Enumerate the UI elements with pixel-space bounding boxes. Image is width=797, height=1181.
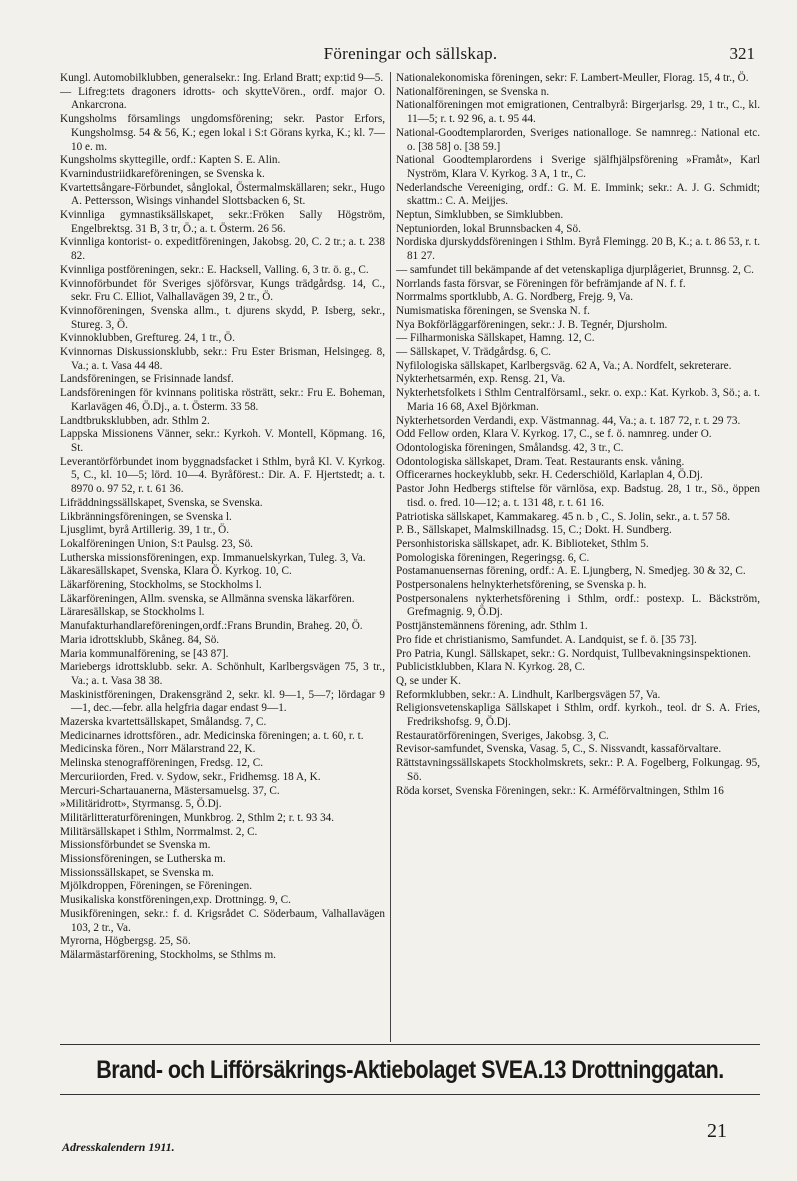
directory-entry: Lokalföreningen Union, S:t Paulsg. 23, Sö.: [60, 537, 253, 550]
directory-entry: Maria idrottsklubb, Skåneg. 84, Sö.: [60, 633, 220, 646]
directory-entry: Kungsholms skyttegille, ordf.: Kapten S. E. Alin.: [60, 154, 281, 167]
directory-entry: — Lifreg:tets dragoners idrotts- och skytteVören., ordf. major O. Ankarcrona.: [60, 85, 385, 112]
directory-entry: »Militäridrott», Styrmansg. 5, Ö.Dj.: [60, 798, 222, 811]
directory-entry: Medicinska fören., Norr Mälarstrand 22, K.: [60, 743, 256, 756]
left-column: [60, 72, 385, 963]
directory-entry: Nationalföreningen mot emigrationen, Centralbyrå: Birgerjarlsg. 29, 1 tr., C., kl. 11—5; r. t. 92 96, a. t. 95 44.: [396, 99, 760, 126]
banner-address: 13 Drottninggatan.: [543, 1055, 724, 1084]
directory-entry: Kungl. Automobilklubben, generalsekr.: Ing. Erland Bratt; exp:tid 9—5.: [60, 72, 384, 84]
directory-entry: Röda korset, Svenska Föreningen, sekr.: K. Arméförvaltningen, Sthlm 16: [396, 784, 724, 797]
directory-entry: Mjölkdroppen, Föreningen, se Föreningen.: [60, 880, 253, 893]
directory-entry: Manufakturhandlareföreningen,ordf.:Frans Brundin, Braheg. 20, Ö.: [60, 620, 363, 633]
directory-entry: Läkarföreningen, Allm. svenska, se Allmänna svenska läkarfören.: [60, 592, 355, 605]
directory-entry: Landsföreningen, se Frisinnade landsf.: [60, 373, 234, 386]
directory-entry: Rättstavningssällskapets Stockholmskrets, sekr.: P. A. Fogelberg, Folkungag. 95, Sö.: [396, 757, 760, 783]
directory-entry: Odd Fellow orden, Klara V. Kyrkog. 17, C., se f. ö. namnreg. under O.: [396, 428, 712, 441]
directory-entry: Numismatiska föreningen, se Svenska N. f.: [396, 304, 590, 317]
directory-entry: Medicinarnes idrottsfören., adr. Medicinska föreningen; a. t. 60, r. t.: [60, 729, 364, 742]
directory-entry: Landsföreningen för kvinnans politiska rösträtt, sekr.: Fru E. Boheman, Karlavägen 46, Ö.Dj., a. t. Österm. 33 58.: [60, 387, 385, 413]
directory-entry: Pro fide et christianismo, Samfundet. A. Landquist, se f. ö. [35 73].: [396, 633, 697, 646]
sheet-number: 21: [707, 1120, 727, 1142]
directory-entry: — Filharmoniska Sällskapet, Hamng. 12, C.: [396, 332, 595, 345]
column-divider: [390, 72, 391, 1042]
directory-entry: Norrmalms sportklubb, A. G. Nordberg, Frejg. 9, Va.: [396, 291, 633, 304]
directory-entry: Läkaresällskapet, Svenska, Klara Ö. Kyrkog. 10, C.: [60, 565, 292, 578]
directory-entry: Likbränningsföreningen, se Svenska l.: [60, 510, 232, 523]
directory-entry: Missionssällskapet, se Svenska m.: [60, 866, 214, 879]
directory-entry: Militärsällskapet i Sthlm, Norrmalmst. 2, C.: [60, 825, 258, 838]
directory-entry: Nykterhetsfolkets i Sthlm Centralförsaml., sekr. o. exp.: Kat. Kyrkob. 3, Sö.; a. t. Maria 16 68, Axel Björkman.: [396, 387, 760, 413]
banner-company: Brand- och Lifförsäkrings-Aktiebolaget SVEA.: [96, 1055, 544, 1084]
directory-entry: Publicistklubben, Klara N. Kyrkog. 28, C.: [396, 661, 585, 674]
directory-entry: National-Goodtemplarorden, Sveriges nationalloge. Se namnreg.: National etc. o. [38 58] o. [38 59.]: [396, 126, 760, 153]
directory-entry: Restauratörföreningen, Sveriges, Jakobsg. 3, C.: [396, 729, 609, 742]
directory-entry: Revisor-samfundet, Svenska, Vasag. 5, C., S. Nissvandt, kassaförvaltare.: [396, 743, 722, 756]
directory-entry: Lappska Missionens Vänner, sekr.: Kyrkoh. V. Montell, Köpmang. 16, St.: [60, 428, 385, 454]
directory-entry: Läraresällskap, se Stockholms l.: [60, 606, 205, 619]
directory-entry: Reformklubben, sekr.: A. Lindhult, Karlbergsvägen 57, Va.: [396, 688, 661, 701]
directory-entry: Nyfilologiska sällskapet, Karlbergsväg. 62 A, Va.; A. Nordfelt, sekreterare.: [396, 359, 732, 372]
directory-entry: Kvartettsångare-Förbundet, sånglokal, Östermalmskällaren; sekr., Hugo A. Pettersson, Wisings vinhandel Slottsbacken 6, St.: [60, 181, 385, 208]
banner-bottom-rule: [60, 1094, 760, 1095]
directory-entry: Maria kommunalförening, se [43 87].: [60, 647, 229, 660]
directory-entry: Nationalföreningen, se Svenska n.: [396, 85, 550, 98]
directory-entry: Missionsförbundet se Svenska m.: [60, 839, 211, 852]
directory-entry: Nederlandsche Vereeniging, ordf.: G. M. E. Immink; sekr.: A. J. G. Schmidt; skattm.: C. A. Meijjes.: [396, 181, 760, 208]
page-number: 321: [729, 44, 755, 63]
directory-entry: Nykterhetsarmén, exp. Rensg. 21, Va.: [396, 373, 566, 386]
directory-entry: Officerarnes hockeyklubb, sekr. H. Cederschiöld, Karlaplan 4, Ö.Dj.: [396, 469, 703, 482]
directory-entry: Musikaliska konstföreningen,exp. Drottningg. 9, C.: [60, 894, 291, 907]
directory-entry: Kvarnindustriidkareföreningen, se Svenska k.: [60, 167, 265, 180]
directory-entry: Nordiska djurskyddsföreningen i Sthlm. Byrå Flemingg. 20 B, K.; a. t. 86 53, r. t. 81 27.: [396, 236, 760, 263]
right-column: [396, 72, 760, 798]
directory-entry: Pomologiska föreningen, Regeringsg. 6, C.: [396, 551, 590, 564]
directory-entry: Mercuriiorden, Fred. v. Sydow, sekr., Fridhemsg. 18 A, K.: [60, 770, 321, 783]
directory-entry: — samfundet till bekämpande af det vetenskapliga djurplågeriet, Brunnsg. 2, C.: [396, 263, 754, 276]
directory-entry: Patriotiska sällskapet, Kammakareg. 45 n. b , C., S. Jolin, sekr., a. t. 57 58.: [396, 510, 731, 523]
directory-entry: Kvinnoföreningen, Svenska allm., t. djurens skydd, P. Isberg, sekr., Stureg. 3, Ö.: [60, 304, 385, 331]
directory-entry: Maskinistföreningen, Drakensgränd 2, sekr. kl. 9—1, 5—7; lördagar 9—1, dec.—febr. alla helgfria dagar endast 9—1.: [60, 688, 385, 715]
directory-entry: Landtbruksklubben, adr. Sthlm 2.: [60, 414, 210, 427]
directory-entry: Militärlitteraturföreningen, Munkbrog. 2, Sthlm 2; r. t. 93 34.: [60, 811, 335, 824]
advertisement-banner: [96, 1050, 724, 1090]
directory-entry: Q, se under K.: [396, 674, 461, 687]
directory-entry: National Goodtemplarordens i Sverige själfhjälpsförening »Framåt», Karl Nyström, Klara V. Kyrkog. 3 A, 1 tr., C.: [396, 154, 760, 180]
directory-entry: Melinska stenografföreningen, Fredsg. 12, C.: [60, 757, 263, 770]
directory-entry: Nykterhetsorden Verdandi, exp. Västmannag. 44, Va.; a. t. 187 72, r. t. 29 73.: [396, 414, 741, 427]
directory-entry: Kvinnoklubben, Greftureg. 24, 1 tr., Ö.: [60, 332, 235, 345]
directory-entry: Läkarförening, Stockholms, se Stockholms l.: [60, 579, 262, 592]
directory-entry: Mariebergs idrottsklubb. sekr. A. Schönhult, Karlbergsvägen 75, 3 tr., Va.; a. t. Vasa 38 38.: [60, 661, 385, 687]
page-header: [60, 44, 761, 66]
directory-entry: Postpersonalens helnykterhetsförening, se Svenska p. h.: [396, 579, 647, 592]
directory-entry: Pro Patria, Kungl. Sällskapet, sekr.: G. Nordquist, Tullbevakningsinspektionen.: [396, 647, 751, 660]
directory-entry: Nationalekonomiska föreningen, sekr: F. Lambert-Meuller, Florag. 15, 4 tr., Ö.: [396, 72, 749, 84]
directory-entry: Leverantörförbundet inom byggnadsfacket i Sthlm, byrå Kl. V. Kyrkog. 5, C., kl. 10—5; lörd. 10—4. Byråförest.: Dir. A. F. Hjertstedt; a. t. 8970 o. 97 52, r. t. 61 36.: [60, 455, 385, 496]
directory-entry: Posttjänstemännens förening, adr. Sthlm 1.: [396, 620, 588, 633]
directory-entry: Kvinnoförbundet för Sveriges sjöförsvar, Kungs trädgårdsg. 14, C., sekr. Fru C. Elliot, Valhallavägen 39, 2 tr., Ö.: [60, 277, 385, 304]
directory-entry: Kvinnliga kontorist- o. expeditföreningen, Jakobsg. 20, C. 2 tr.; a. t. 238 82.: [60, 236, 385, 263]
directory-entry: Religionsvetenskapliga Sällskapet i Sthlm, ordf. kyrkoh., teol. dr S. A. Fries, Fredrikshofsg. 9, Ö.Dj.: [396, 702, 760, 729]
directory-entry: Neptuniorden, lokal Brunnsbacken 4, Sö.: [396, 222, 581, 235]
directory-entry: Pastor John Hedbergs stiftelse för värnlösa, exp. Badstug. 28, 1 tr., Sö., öppen tisd. o. fred. 10—12; a. t. 131 48, r. t. 61 16.: [396, 483, 760, 509]
directory-entry: Neptun, Simklubben, se Simklubben.: [396, 209, 564, 222]
directory-entry: Odontologiska sällskapet, Dram. Teat. Restaurants ensk. våning.: [396, 455, 685, 468]
directory-entry: Postamanuensernas förening, ordf.: A. E. Ljungberg, N. Smedjeg. 30 & 32, C.: [396, 565, 746, 578]
directory-entry: Lutherska missionsföreningen, exp. Immanuelskyrkan, Tuleg. 3, Va.: [60, 551, 366, 564]
directory-entry: Mazerska kvartettsällskapet, Smålandsg. 7, C.: [60, 716, 267, 729]
directory-entry: Ljusglimt, byrå Artillerig. 39, 1 tr., Ö.: [60, 524, 230, 537]
directory-entry: Kvinnliga postföreningen, sekr.: E. Hacksell, Valling. 6, 3 tr. ö. g., C.: [60, 263, 369, 276]
directory-entry: Missionsföreningen, se Lutherska m.: [60, 853, 226, 866]
directory-entry: — Sällskapet, V. Trädgårdsg. 6, C.: [396, 346, 551, 359]
directory-entry: Kvinnliga gymnastiksällskapet, sekr.:Fröken Sally Högström, Engelbrektsg. 31 B, 3 tr, Ö.; a. t. Österm. 26 56.: [60, 209, 385, 235]
publication-footer: Adresskalendern 1911.: [62, 1140, 175, 1154]
directory-entry: Personhistoriska sällskapet, adr. K. Biblioteket, Sthlm 5.: [396, 537, 649, 550]
directory-entry: P. B., Sällskapet, Malmskillnadsg. 15, C.; Dokt. H. Sundberg.: [396, 524, 672, 537]
directory-entry: Musikföreningen, sekr.: f. d. Krigsrådet C. Söderbaum, Valhallavägen 103, 2 tr., Va.: [60, 907, 385, 934]
directory-entry: Postpersonalens nykterhetsförening i Sthlm, ordf.: postexp. L. Bäckström, Grefmagnig. 9, Ö.Dj.: [396, 592, 760, 619]
directory-entry: Nya Bokförläggarföreningen, sekr.: J. B. Tegnér, Djursholm.: [396, 318, 668, 331]
directory-entry: Kvinnornas Diskussionsklubb, sekr.: Fru Ester Brisman, Helsingeg. 8, Va.; a. t. Vasa 44 48.: [60, 346, 385, 372]
directory-entry: Norrlands fasta försvar, se Föreningen för befrämjande af N. f. f.: [396, 277, 686, 290]
banner-top-rule: [60, 1044, 760, 1045]
directory-entry: Kungsholms församlings ungdomsförening; sekr. Pastor Erfors, Kungsholmsg. 54 & 56, K.; egen lokal i S:t Görans kyrka, K.; kl. 7—10 e. m.: [60, 113, 385, 153]
directory-entry: Mercuri-Schartauanerna, Mästersamuelsg. 37, C.: [60, 784, 280, 797]
directory-entry: Odontologiska föreningen, Smålandsg. 42, 3 tr., C.: [396, 441, 624, 454]
directory-entry: Myrorna, Högbergsg. 25, Sö.: [60, 935, 191, 948]
page-title: Föreningar och sällskap.: [323, 44, 498, 63]
directory-entry: Mälarmästarförening, Stockholms, se Sthlms m.: [60, 949, 276, 961]
directory-entry: Lifräddningssällskapet, Svenska, se Svenska.: [60, 496, 263, 509]
